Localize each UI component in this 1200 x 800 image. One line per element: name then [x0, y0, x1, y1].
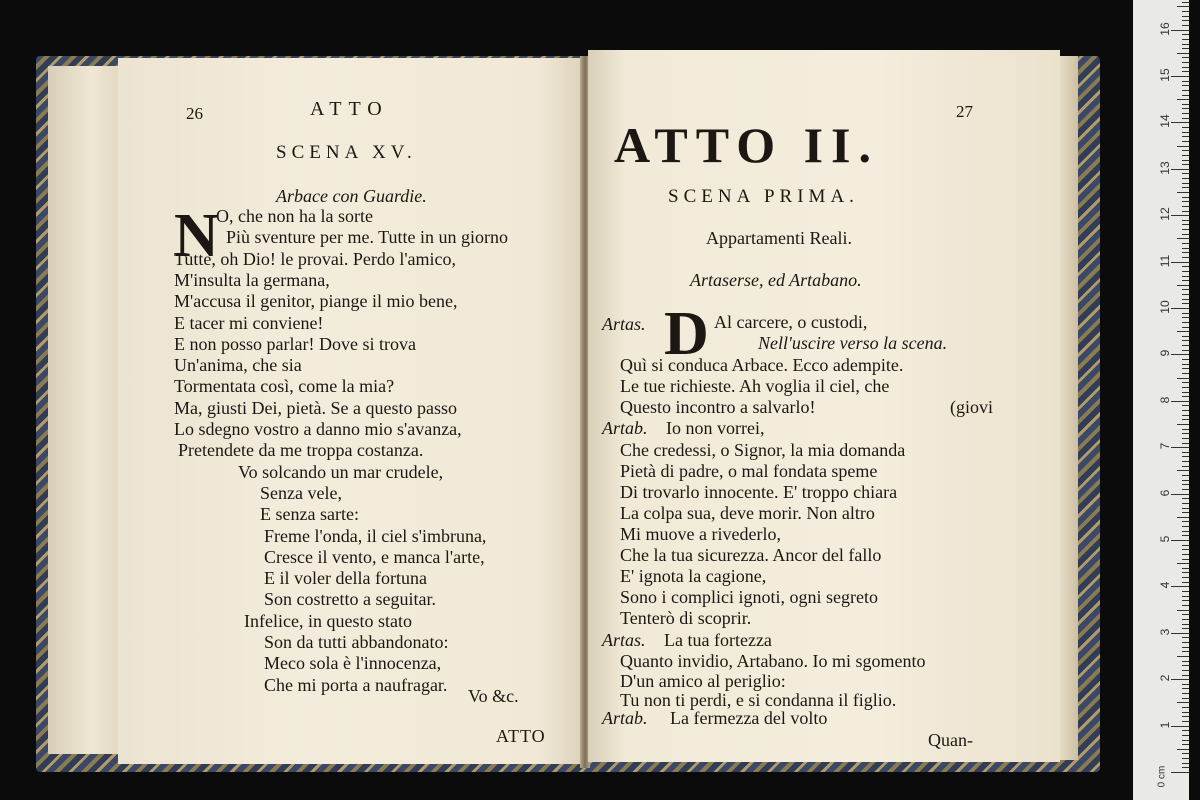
ruler-tick [1171, 215, 1189, 216]
ruler-tick [1182, 744, 1189, 745]
verse-line: Più sventure per me. Tutte in un giorno [226, 227, 508, 248]
ruler-label: 6 [1158, 489, 1172, 496]
ruler-tick [1182, 508, 1189, 509]
ruler-tick [1182, 350, 1189, 351]
ruler-tick [1182, 498, 1189, 499]
ruler-tick [1182, 605, 1189, 606]
ruler-tick [1182, 173, 1189, 174]
ruler-tick [1182, 410, 1189, 411]
ruler-tick [1182, 155, 1189, 156]
ruler-unit: 0 cm [1156, 765, 1168, 788]
ruler-tick [1182, 136, 1189, 137]
ruler-tick [1182, 429, 1189, 430]
ruler-tick [1182, 545, 1189, 546]
verse-line: E' ignota la cagione, [620, 566, 767, 586]
ruler-tick [1177, 702, 1189, 703]
ruler-label: 15 [1158, 68, 1172, 82]
ruler-tick [1177, 517, 1189, 518]
speaker-label: Artab. [602, 708, 648, 728]
ruler-label: 10 [1158, 300, 1172, 314]
ruler-tick [1182, 480, 1189, 481]
ruler-tick [1182, 758, 1189, 759]
verse-line: Cresce il vento, e manca l'arte, [264, 546, 485, 567]
ruler-tick [1177, 99, 1189, 100]
ruler-tick [1182, 141, 1189, 142]
verse-line: E il voler della fortuna [264, 568, 427, 589]
verse-line-turnover: (giovi [950, 397, 993, 417]
ruler-tick [1182, 549, 1189, 550]
ruler-tick [1177, 470, 1189, 471]
verse-line: Son da tutti abbandonato: [264, 632, 449, 652]
ruler-label: 1 [1158, 721, 1172, 728]
ruler-tick [1182, 336, 1189, 337]
ruler-tick [1182, 299, 1189, 300]
scene-title-right: SCENA PRIMA. [668, 186, 859, 207]
ruler-tick [1182, 322, 1189, 323]
ruler-tick [1182, 160, 1189, 161]
ruler-tick [1171, 447, 1189, 448]
verse-line: Le tue richieste. Ah voglia il ciel, che [620, 376, 890, 396]
characters: Artaserse, ed Artabano. [690, 270, 862, 290]
verse-line: Quanto invidio, Artabano. Io mi sgomento [620, 651, 926, 671]
page-edges-right [1058, 56, 1078, 760]
ruler-tick [1182, 456, 1189, 457]
ruler-tick [1182, 252, 1189, 253]
ruler-tick [1182, 396, 1189, 397]
ruler-tick [1182, 577, 1189, 578]
ruler-tick [1182, 763, 1189, 764]
ruler-tick [1182, 359, 1189, 360]
ruler-tick [1182, 317, 1189, 318]
verse-line: Sono i complici ignoti, ogni segreto [620, 587, 878, 607]
ruler-tick [1182, 624, 1189, 625]
ruler-tick [1182, 591, 1189, 592]
verse-line: E senza sarte: [260, 504, 359, 525]
verse-line: Che mi porta a naufragar. [264, 674, 448, 695]
ruler-tick [1182, 392, 1189, 393]
catchword-right: Quan- [928, 730, 973, 750]
ruler-tick [1182, 735, 1189, 736]
ruler-tick [1182, 637, 1189, 638]
ruler-label: 9 [1158, 350, 1172, 357]
ruler-tick [1182, 661, 1189, 662]
ruler-tick [1182, 248, 1189, 249]
ruler-tick [1182, 113, 1189, 114]
verse-line: M'accusa il genitor, piange il mio bene, [174, 291, 458, 312]
ruler-tick [1182, 280, 1189, 281]
scale-ruler [1133, 0, 1189, 800]
ruler-tick [1177, 53, 1189, 54]
ruler-tick [1182, 554, 1189, 555]
ruler-tick [1171, 169, 1189, 170]
ruler-tick [1182, 614, 1189, 615]
setting: Appartamenti Reali. [706, 228, 852, 248]
ruler-tick [1182, 234, 1189, 235]
page-edges-left [48, 66, 120, 754]
stage-direction-left: Arbace con Guardie. [276, 186, 427, 206]
ruler-tick [1182, 229, 1189, 230]
ruler-tick [1171, 679, 1189, 680]
verse-line: Mi muove a rivederlo, [620, 524, 781, 544]
ruler-tick [1182, 443, 1189, 444]
ruler-tick [1182, 48, 1189, 49]
ruler-tick [1177, 749, 1189, 750]
ruler-tick [1182, 684, 1189, 685]
ruler-tick [1182, 25, 1189, 26]
ruler-tick [1182, 108, 1189, 109]
ruler-tick [1182, 531, 1189, 532]
left-page [118, 58, 584, 764]
speaker-label: Artas. [602, 630, 646, 650]
ruler-tick [1182, 600, 1189, 601]
ruler-tick [1182, 568, 1189, 569]
ruler-tick [1182, 433, 1189, 434]
ruler-tick [1182, 475, 1189, 476]
ruler-tick [1182, 382, 1189, 383]
ruler-tick [1182, 688, 1189, 689]
ruler-tick [1171, 586, 1189, 587]
verse-line: Al carcere, o custodi, [714, 312, 868, 332]
ruler-tick [1182, 197, 1189, 198]
ruler-tick [1182, 559, 1189, 560]
ruler-tick [1182, 57, 1189, 58]
verse-line: Tu non ti perdi, e si condanna il figlio. [620, 690, 897, 710]
verse-line: Che la tua sicurezza. Ancor del fallo [620, 545, 882, 565]
closing-text: Vo &c. [468, 686, 519, 706]
ruler-tick [1182, 39, 1189, 40]
ruler-tick [1171, 262, 1189, 263]
ruler-tick [1182, 340, 1189, 341]
verse-line: Son costretto a seguitar. [264, 589, 436, 610]
ruler-tick [1182, 721, 1189, 722]
ruler-tick [1182, 438, 1189, 439]
ruler-tick [1182, 642, 1189, 643]
ruler-tick [1182, 85, 1189, 86]
verse-line: La fermezza del volto [670, 708, 828, 728]
ruler-tick [1182, 118, 1189, 119]
verse-line: Quì si conduca Arbace. Ecco adempite. [620, 355, 904, 375]
ruler-tick [1182, 183, 1189, 184]
ruler-tick [1182, 712, 1189, 713]
ruler-tick [1177, 378, 1189, 379]
verse-line: Freme l'onda, il ciel s'imbruna, [264, 525, 487, 546]
ruler-tick [1177, 238, 1189, 239]
ruler-tick [1177, 285, 1189, 286]
ruler-tick [1182, 647, 1189, 648]
page-number-right: 27 [956, 102, 973, 121]
ruler-tick [1182, 753, 1189, 754]
ruler-tick [1182, 243, 1189, 244]
ruler-tick [1182, 289, 1189, 290]
verse-line: Un'anima, che sia [174, 355, 302, 376]
verse-line: O, che non ha la sorte [216, 206, 373, 226]
ruler-tick [1171, 633, 1189, 634]
ruler-tick [1182, 44, 1189, 45]
ruler-label: 11 [1158, 254, 1172, 267]
verse-line: Meco sola è l'innocenza, [264, 653, 442, 674]
ruler-label: 4 [1158, 582, 1172, 589]
ruler-tick [1182, 20, 1189, 21]
ruler-tick [1182, 461, 1189, 462]
ruler-tick [1177, 6, 1189, 7]
ruler-tick [1182, 415, 1189, 416]
ruler-tick [1182, 2, 1189, 3]
ruler-tick [1171, 401, 1189, 402]
ruler-tick [1171, 772, 1189, 773]
ruler-tick [1182, 206, 1189, 207]
ruler-tick [1182, 178, 1189, 179]
ruler-tick [1182, 740, 1189, 741]
verse-line: La colpa sua, deve morir. Non altro [620, 503, 875, 523]
verse-line: Ma, giusti Dei, pietà. Se a questo passo [174, 397, 457, 418]
verse-line: Tormentata così, come la mia? [174, 376, 395, 397]
running-head: ATTO [310, 98, 389, 120]
ruler-tick [1182, 582, 1189, 583]
ruler-tick [1182, 104, 1189, 105]
ruler-tick [1182, 313, 1189, 314]
verse-line: M'insulta la germana, [174, 269, 330, 290]
ruler-tick [1182, 276, 1189, 277]
ruler-tick [1171, 354, 1189, 355]
ruler-tick [1182, 484, 1189, 485]
verse-line: Senza vele, [260, 482, 342, 503]
verse-line: E tacer mi conviene! [174, 312, 324, 333]
ruler-tick [1182, 71, 1189, 72]
ruler-tick [1171, 726, 1189, 727]
ruler-label: 14 [1158, 114, 1172, 129]
ruler-tick [1171, 308, 1189, 309]
ruler-tick [1182, 62, 1189, 63]
verse-line: Che credessi, o Signor, la mia domanda [620, 440, 906, 460]
scene-title-left: SCENA XV. [276, 142, 417, 163]
ruler-tick [1182, 201, 1189, 202]
verse-line: La tua fortezza [664, 630, 772, 650]
ruler-tick [1182, 716, 1189, 717]
ruler-tick [1177, 192, 1189, 193]
ruler-tick [1182, 466, 1189, 467]
ruler-tick [1182, 90, 1189, 91]
ruler-tick [1182, 95, 1189, 96]
verse-line: Pietà di padre, o mal fondata speme [620, 461, 878, 481]
verse-line: E non posso parlar! Dove si trova [174, 333, 416, 354]
drop-cap-right: D [664, 300, 709, 368]
ruler-tick [1177, 146, 1189, 147]
ruler-tick [1182, 266, 1189, 267]
ruler-tick [1182, 489, 1189, 490]
ruler-label: 12 [1158, 207, 1172, 221]
ruler-tick [1182, 675, 1189, 676]
ruler-tick [1182, 628, 1189, 629]
ruler-label: 16 [1158, 21, 1172, 36]
ruler-label: 8 [1158, 396, 1172, 404]
ruler-tick [1182, 665, 1189, 666]
verse-line: Lo sdegno vostro a danno mio s'avanza, [174, 419, 462, 439]
ruler-tick [1171, 76, 1189, 77]
ruler-tick [1182, 345, 1189, 346]
ruler-tick [1177, 610, 1189, 611]
ruler-tick [1171, 122, 1189, 123]
ruler-tick [1182, 132, 1189, 133]
ruler-tick [1182, 303, 1189, 304]
ruler-label: 7 [1158, 442, 1172, 450]
ruler-tick [1182, 187, 1189, 188]
ruler-tick [1182, 572, 1189, 573]
ruler-tick [1182, 364, 1189, 365]
ruler-label: 13 [1158, 161, 1172, 175]
ruler-label: 5 [1158, 535, 1172, 543]
verse-line: D'un amico al periglio: [620, 670, 786, 691]
ruler-tick [1182, 670, 1189, 671]
ruler-tick [1182, 767, 1189, 768]
ruler-tick [1182, 698, 1189, 699]
ruler-tick [1171, 494, 1189, 495]
ruler-tick [1182, 257, 1189, 258]
ruler-tick [1182, 730, 1189, 731]
ruler-tick [1182, 419, 1189, 420]
act-title: ATTO II. [614, 117, 880, 173]
ruler-tick [1171, 30, 1189, 31]
ruler-tick [1182, 452, 1189, 453]
ruler-tick [1182, 150, 1189, 151]
verse-line: Tenterò di scoprir. [620, 608, 752, 628]
ruler-tick [1182, 271, 1189, 272]
ruler-tick [1182, 16, 1189, 17]
verse-line: Tutte, oh Dio! le provai. Perdo l'amico, [174, 248, 457, 269]
ruler-tick [1177, 656, 1189, 657]
verse-line: Io non vorrei, [666, 418, 765, 438]
ruler-tick [1182, 164, 1189, 165]
ruler-tick [1182, 34, 1189, 35]
verse-line: Di trovarlo innocente. E' troppo chiara [620, 482, 898, 502]
verse-line: Vo solcando un mar crudele, [238, 461, 444, 482]
ruler-tick [1177, 424, 1189, 425]
ruler-tick [1182, 224, 1189, 225]
ruler-tick [1182, 693, 1189, 694]
ruler-tick [1182, 368, 1189, 369]
ruler-tick [1182, 327, 1189, 328]
catchword-left: ATTO [496, 726, 546, 746]
ruler-label: 2 [1158, 674, 1172, 682]
ruler-tick [1182, 127, 1189, 128]
ruler-tick [1182, 596, 1189, 597]
page-number-left: 26 [186, 104, 203, 123]
verse-line: Infelice, in questo stato [244, 610, 412, 631]
ruler-tick [1182, 211, 1189, 212]
verse-line: Pretendete da me troppa costanza. [178, 440, 424, 461]
ruler-tick [1182, 294, 1189, 295]
ruler-tick [1182, 512, 1189, 513]
stage-direction-right: Nell'uscire verso la scena. [758, 333, 948, 353]
ruler-tick [1182, 220, 1189, 221]
ruler-label: 3 [1158, 628, 1172, 636]
right-page [588, 50, 1060, 762]
ruler-tick [1182, 503, 1189, 504]
ruler-tick [1177, 331, 1189, 332]
ruler-tick [1182, 67, 1189, 68]
ruler-tick [1182, 535, 1189, 536]
ruler-tick [1182, 387, 1189, 388]
ruler-tick [1182, 526, 1189, 527]
ruler-tick [1171, 540, 1189, 541]
drop-cap-left: N [174, 202, 219, 270]
speaker-label: Artas. [602, 314, 646, 334]
speaker-label: Artab. [602, 418, 648, 438]
ruler-tick [1182, 81, 1189, 82]
ruler-tick [1182, 707, 1189, 708]
ruler-tick [1177, 563, 1189, 564]
ruler-tick [1182, 521, 1189, 522]
ruler-tick [1182, 619, 1189, 620]
verse-line: Questo incontro a salvarlo! [620, 397, 816, 417]
ruler-tick [1182, 373, 1189, 374]
ruler-tick [1182, 11, 1189, 12]
ruler-tick [1182, 405, 1189, 406]
ruler-tick [1182, 651, 1189, 652]
